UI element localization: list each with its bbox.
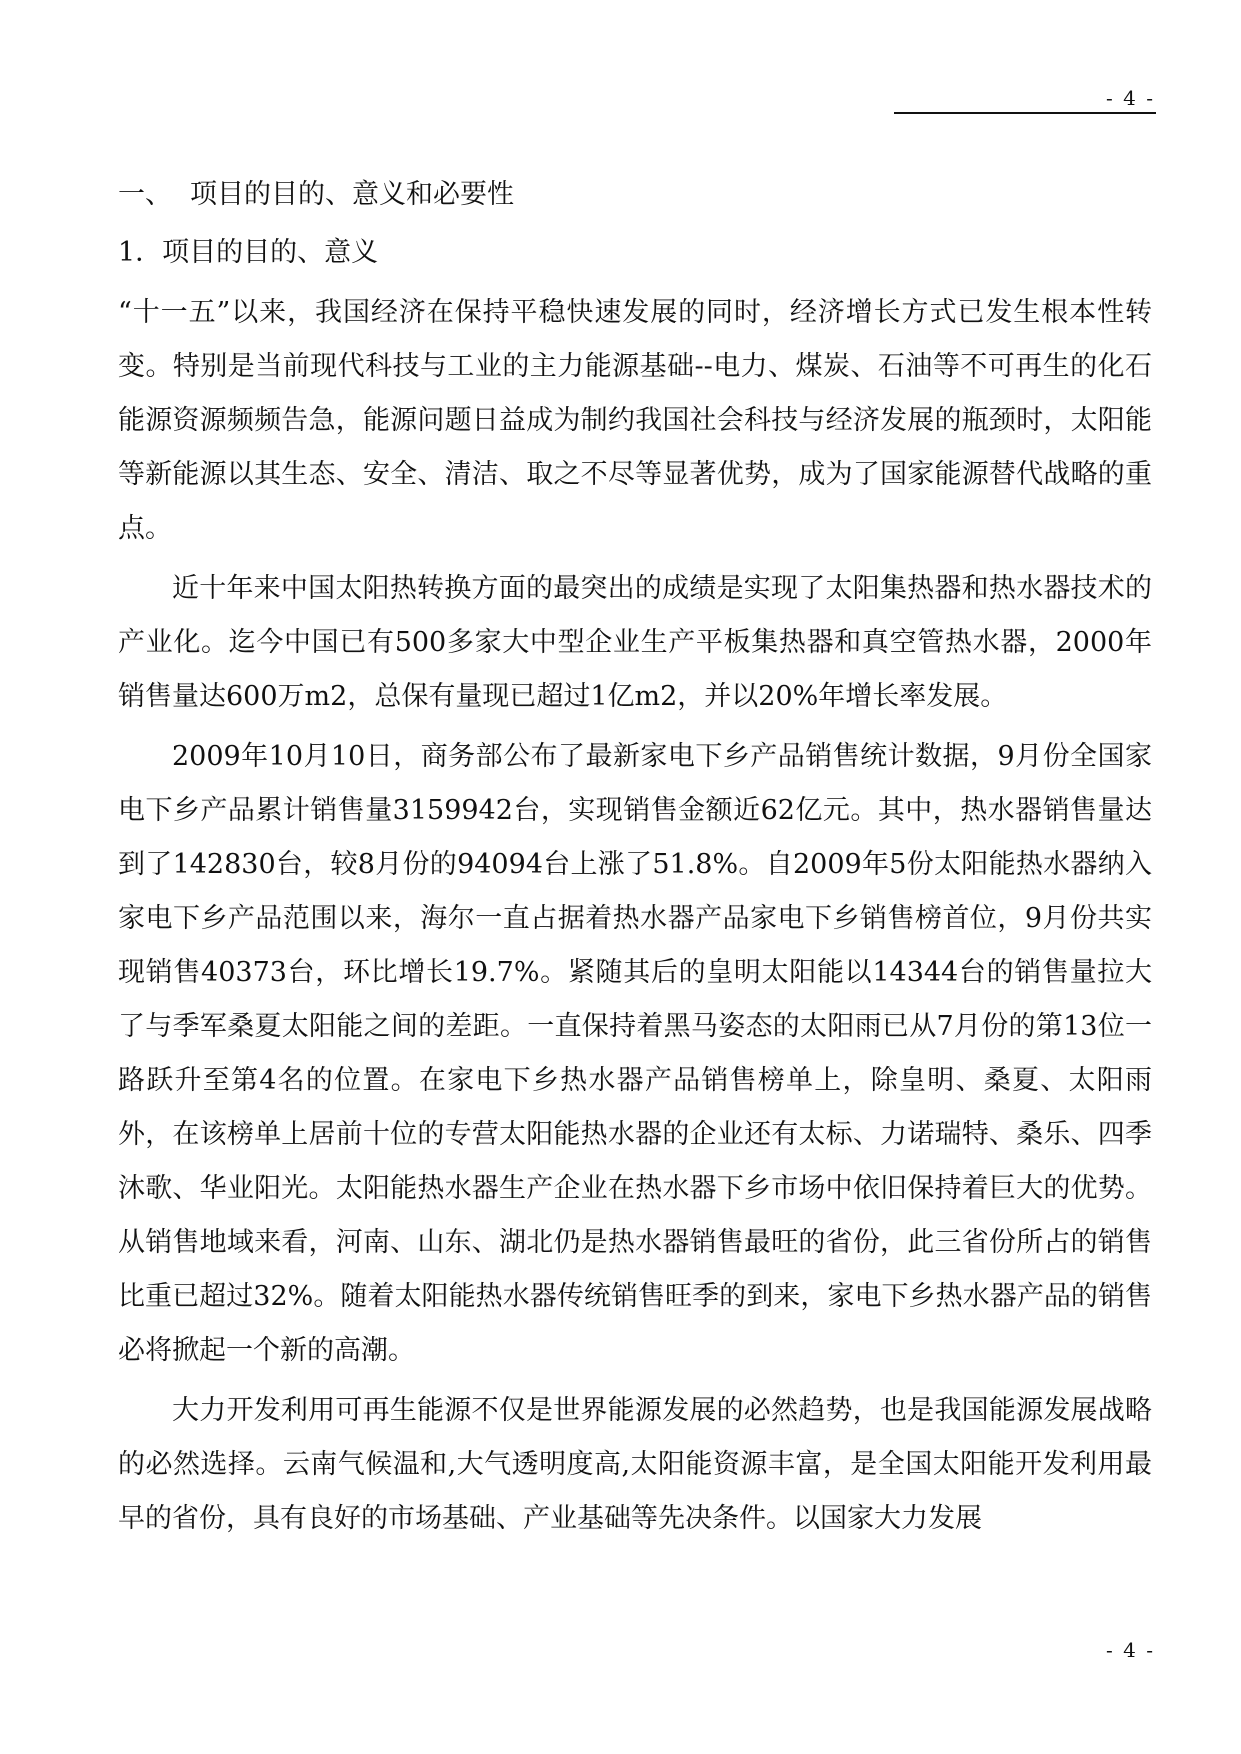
paragraph: 近十年来中国太阳热转换方面的最突出的成绩是实现了太阳集热器和热水器技术的产业化。迄今中国已有500多家大中型企业生产平板集热器和真空管热水器，2000年销售量达600万m2，总保有量现已超过1亿m2，并以20%年增长率发展。 bbox=[118, 573, 1152, 712]
header-rule bbox=[894, 112, 1156, 114]
paragraph: 大力开发利用可再生能源不仅是世界能源发展的必然趋势，也是我国能源发展战略的必然选择。云南气候温和,大气透明度高,太阳能资源丰富，是全国太阳能开发利用最早的省份，具有良好的市场基础、产业基础等先决条件。以国家大力发展 bbox=[118, 1395, 1152, 1534]
header-page-number: - 4 - bbox=[1106, 86, 1155, 110]
section-heading bbox=[118, 168, 1152, 226]
section-title: 项目的目的、意义和必要性 bbox=[190, 179, 514, 210]
document-body bbox=[118, 168, 1152, 1552]
subsection-heading: 1．项目的目的、意义 bbox=[118, 237, 379, 268]
paragraph: 2009年10月10日，商务部公布了最新家电下乡产品销售统计数据，9月份全国家电下乡产品累计销售量3159942台，实现销售金额近62亿元。其中，热水器销售量达到了142830台，较8月份的94094台上涨了51.8%。自2009年5份太阳能热水器纳入家电下乡产品范围以来，海尔一直占据着热水器产品家电下乡销售榜首位，9月份共实现销售40373台，环比增长19.7%。紧随其后的皇明太阳能以14344台的销售量拉大了与季军桑夏太阳能之间的差距。一直保持着黑马姿态的太阳雨已从7月份的第13位一路跃升至第4名的位置。在家电下乡热水器产品销售榜单上，除皇明、桑夏、太阳雨外，在该榜单上居前十位的专营太阳能热水器的企业还有太标、力诺瑞特、桑乐、四季沐歌、华业阳光。太阳能热水器生产企业在热水器下乡市场中依旧保持着巨大的优势。从销售地域来看，河南、山东、湖北仍是热水器销售最旺的省份，此三省份所占的销售比重已超过32%。随着太阳能热水器传统销售旺季的到来，家电下乡热水器产品的销售必将掀起一个新的高潮。 bbox=[118, 741, 1152, 1366]
footer-page-number: - 4 - bbox=[1106, 1638, 1155, 1662]
paragraph: “十一五”以来，我国经济在保持平稳快速发展的同时，经济增长方式已发生根本性转变。特别是当前现代科技与工业的主力能源基础--电力、煤炭、石油等不可再生的化石能源资源频频告急，能源问题日益成为制约我国社会科技与经济发展的瓶颈时，太阳能等新能源以其生态、安全、清洁、取之不尽等显著优势，成为了国家能源替代战略的重点。 bbox=[118, 297, 1152, 544]
section-number: 一、 bbox=[118, 179, 172, 210]
